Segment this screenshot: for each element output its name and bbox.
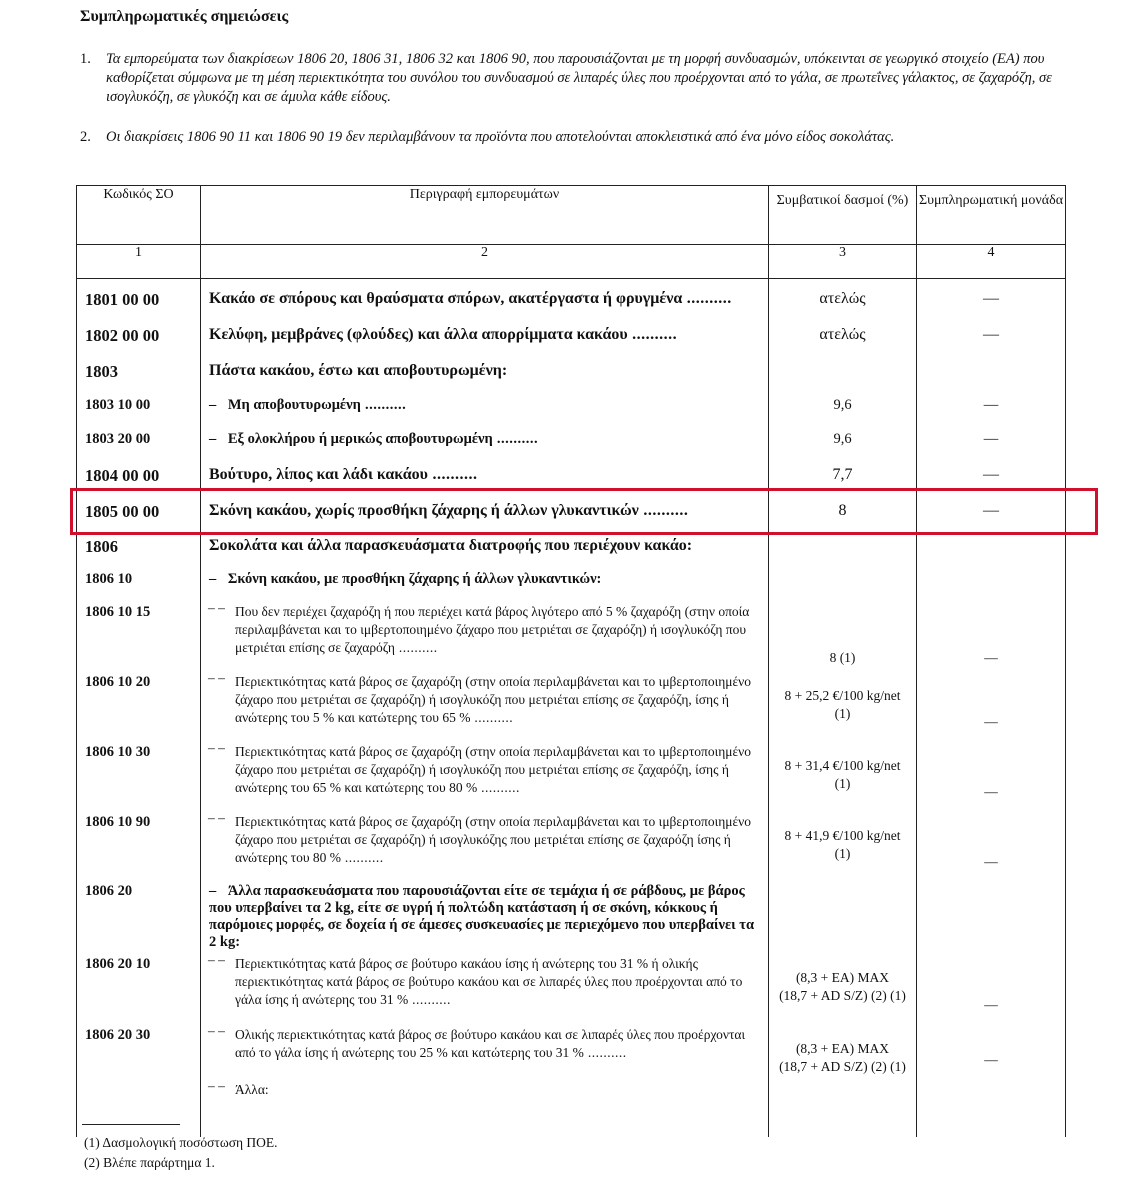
table-row: [77, 456, 1066, 492]
description-text: Εξ ολοκλήρου ή μερικώς αποβουτυρωμένη: [227, 430, 493, 447]
note-number: 1.: [80, 51, 91, 67]
footnote-text: Δασμολογική ποσόστωση ΠΟΕ.: [102, 1135, 278, 1150]
table-row: [77, 279, 1066, 315]
description: [201, 669, 769, 739]
indent-dash: – –: [208, 951, 225, 967]
duty-rate-value: 9,6: [833, 430, 852, 447]
duty-rate: [769, 387, 917, 421]
leader-dots: ..........: [638, 501, 689, 519]
cn-code: 1806 10: [77, 565, 201, 599]
cn-code: 1802 00 00: [77, 315, 201, 351]
table-row: [77, 387, 1066, 421]
description: [201, 809, 769, 879]
cn-code: 1805 00 00: [77, 492, 201, 529]
duty-rate: [769, 669, 917, 739]
description-text: Κακάο σε σπόρους και θραύσματα σπόρων, ακατέργαστα ή φρυγμένα: [209, 290, 683, 307]
table-row: [77, 669, 1066, 739]
cn-code: 1806 10 15: [77, 599, 201, 669]
cn-code: 1806: [77, 529, 201, 565]
supplementary-unit: —: [917, 315, 1066, 351]
indent-dash: – –: [208, 599, 225, 615]
indent-dash: – –: [208, 1022, 225, 1038]
supplementary-unit: —: [917, 456, 1066, 492]
column-number-row: [77, 245, 1066, 279]
column-number: 1: [77, 245, 201, 279]
description: [201, 387, 769, 421]
description: [201, 279, 769, 315]
cn-code: 1803 20 00: [77, 421, 201, 456]
footnote-text: Βλέπε παράρτημα 1.: [103, 1155, 215, 1170]
indent-dash: – –: [208, 669, 225, 685]
table-header-row: [77, 186, 1066, 245]
duty-rate: [769, 351, 917, 387]
description-text: Άλλα:: [235, 1081, 269, 1097]
duty-rate: [769, 951, 917, 1022]
supplementary-unit: [917, 879, 1066, 951]
note-2: [80, 128, 1070, 147]
description: [201, 739, 769, 809]
description: [201, 351, 769, 387]
note-number: 2.: [80, 129, 91, 145]
cn-code: 1804 00 00: [77, 456, 201, 492]
duty-rate-value: 7,7: [832, 465, 853, 483]
description-text: Πάστα κακάου, έστω και αποβουτυρωμένη:: [209, 361, 508, 379]
supplementary-unit: —: [917, 599, 1066, 669]
table-row: [77, 315, 1066, 351]
description-text: Μη αποβουτυρωμένη: [227, 396, 361, 413]
supplementary-unit: —: [917, 1022, 1066, 1077]
indent-dash: –: [209, 396, 220, 413]
duty-rate: [769, 1022, 917, 1077]
leader-dots: ..........: [360, 396, 407, 413]
table-row: [77, 879, 1066, 951]
column-number: 3: [769, 245, 917, 279]
cn-code: 1806 10 90: [77, 809, 201, 879]
header-duty-rate: Συμβατικοί δασμοί (%): [769, 186, 917, 245]
duty-rate: [769, 279, 917, 315]
duty-rate-note: (18,7 + AD S/Z) (2) (1): [779, 987, 906, 1003]
leader-dots: ..........: [492, 430, 539, 447]
cn-code: 1803: [77, 351, 201, 387]
cn-code: 1803 10 00: [77, 387, 201, 421]
leader-dots: ..........: [341, 849, 384, 865]
table-row: [77, 565, 1066, 599]
indent-dash: – –: [208, 739, 225, 755]
supplementary-unit: —: [917, 809, 1066, 879]
duty-rate-note: (18,7 + AD S/Z) (2) (1): [779, 1058, 906, 1074]
table-row: [77, 351, 1066, 387]
supplementary-unit: —: [917, 739, 1066, 809]
description: [201, 456, 769, 492]
leader-dots: ..........: [477, 779, 520, 795]
supplementary-unit: —: [917, 951, 1066, 1022]
leader-dots: ..........: [583, 1044, 627, 1060]
tariff-table: [76, 185, 1066, 1137]
duty-rate: [769, 1077, 917, 1137]
column-number: 4: [917, 245, 1066, 279]
table-row: [77, 1022, 1066, 1077]
note-1: [80, 50, 1070, 107]
description-text: Σκόνη κακάου, με προσθήκη ζάχαρης ή άλλων γλυκαντικών:: [227, 570, 602, 587]
description-text: Περιεκτικότητας κατά βάρος σε βούτυρο κακάου ίσης ή ανώτερης του 31 % ή ολικής περιεκτικότητας κατά βάρος σε βούτυρο κακάου και σε λιπαρές ύλες που προέρχονται από το γάλα ίσης ή ανώτερης του 31 %: [235, 955, 743, 1007]
section-title: Συμπληρωματικές σημειώσεις: [80, 8, 289, 25]
supplementary-unit: [917, 351, 1066, 387]
cn-code: [77, 1077, 201, 1137]
footnote-mark: (2): [84, 1155, 100, 1170]
leader-dots: ..........: [682, 290, 732, 307]
duty-rate-value: 8 + 31,4 €/100 kg/net: [784, 757, 901, 773]
duty-rate-value: ατελώς: [819, 325, 866, 343]
description-text: Κελύφη, μεμβράνες (φλούδες) και άλλα απορρίμματα κακάου: [209, 325, 628, 343]
duty-rate-note: (1): [834, 775, 851, 791]
leader-dots: ..........: [470, 709, 514, 725]
table-row: [77, 421, 1066, 456]
description-text: Περιεκτικότητας κατά βάρος σε ζαχαρόζη (στην οποία περιλαμβάνεται και το ιμβερτοποιημένο ζάχαρο που μετριέται σε ζαχαρόζη) ή ισογλυκόζη που μετριέται επίσης σε ζαχαρόζη, ίσης ή ανώτερης του 65 % και κατώτερης του 80 %: [235, 743, 752, 795]
table-row: [77, 739, 1066, 809]
note-text: Τα εμπορεύματα των διακρίσεων 1806 20, 1806 31, 1806 32 και 1806 90, που παρουσιάζονται με τη μορφή συνδυασμών, υπόκεινται σε γεωργικό στοιχείο (ΕΑ) που καθορίζεται σύμφωνα με τη μέση περιεκτικότητα του συνόλου του συνδυασμού σε λιπαρές ύλες που προέρχονται από το γάλα, σε πρωτεΐνες γάλακτος, σε ζαχαρόζη, σε ισογλυκόζη, σε γλυκόζη και σε άμυλα κάθε είδους.: [106, 51, 1052, 105]
indent-dash: – –: [208, 1077, 225, 1093]
duty-rate-value: (8,3 + EA) MAX: [795, 969, 890, 985]
supplementary-unit: —: [917, 492, 1066, 529]
description-text: Ολικής περιεκτικότητας κατά βάρος σε βούτυρο κακάου και σε λιπαρές ύλες που προέρχονται από το γάλα ίσης ή ανώτερης του 25 % και κατώτερης του 31 %: [235, 1026, 746, 1060]
cn-code: 1801 00 00: [77, 279, 201, 315]
leader-dots: ..........: [427, 465, 478, 483]
supplementary-unit: [917, 1077, 1066, 1137]
description-text: Σοκολάτα και άλλα παρασκευάσματα διατροφής που περιέχουν κακάο:: [209, 536, 693, 554]
footnote-1: [84, 1135, 278, 1151]
supplementary-unit: —: [917, 387, 1066, 421]
table-row: [77, 1077, 1066, 1137]
footnote-mark: (1): [84, 1135, 100, 1150]
description-text: Περιεκτικότητας κατά βάρος σε ζαχαρόζη (στην οποία περιλαμβάνεται και το ιμβερτοποιημένο ζάχαρο που μετριέται σε ζαχαρόζη) ή ισογλυκόζης που μετριέται επίσης σε ζαχαρόζη ίσης ή ανώτερης του 80 %: [235, 813, 752, 865]
description: [201, 565, 769, 599]
table-row: [77, 599, 1066, 669]
table-row: [77, 809, 1066, 879]
description: [201, 421, 769, 456]
cn-code: 1806 10 30: [77, 739, 201, 809]
indent-dash: –: [209, 570, 220, 587]
footnote-separator: [82, 1124, 180, 1125]
description-text: Περιεκτικότητας κατά βάρος σε ζαχαρόζη (στην οποία περιλαμβάνεται και το ιμβερτοποιημένο ζάχαρο που μετριέται σε ζαχαρόζη) ή ισογλυκόζη που μετριέται επίσης σε ζαχαρόζη, ίσης ή ανώτερης του 5 % και κατώτερης του 65 %: [235, 673, 752, 725]
duty-rate: [769, 599, 917, 669]
supplementary-unit: —: [917, 279, 1066, 315]
header-description: Περιγραφή εμπορευμάτων: [201, 186, 769, 245]
note-text: Οι διακρίσεις 1806 90 11 και 1806 90 19 δεν περιλαμβάνουν τα προϊόντα που αποτελούνται αποκλειστικά από ένα μόνο είδος σοκολάτας.: [106, 129, 895, 145]
cn-code: 1806 20 30: [77, 1022, 201, 1077]
duty-rate-value: 8 (1): [829, 649, 856, 665]
duty-rate: [769, 879, 917, 951]
duty-rate: [769, 809, 917, 879]
supplementary-unit: —: [917, 669, 1066, 739]
leader-dots: ..........: [627, 325, 678, 343]
duty-rate: [769, 739, 917, 809]
description: [201, 951, 769, 1022]
footnote-2: [84, 1155, 215, 1171]
description: [201, 879, 769, 951]
duty-rate-value: 8 + 25,2 €/100 kg/net: [784, 687, 901, 703]
supplementary-unit: [917, 565, 1066, 599]
description: [201, 599, 769, 669]
header-supplementary-unit: Συμπληρωματική μονάδα: [917, 186, 1066, 245]
duty-rate-note: (1): [834, 705, 851, 721]
duty-rate: [769, 456, 917, 492]
highlight-box: [70, 488, 1098, 535]
duty-rate-value: (8,3 + EA) MAX: [795, 1040, 890, 1056]
cn-code: 1806 20 10: [77, 951, 201, 1022]
description-text: Σκόνη κακάου, χωρίς προσθήκη ζάχαρης ή άλλων γλυκαντικών: [209, 501, 639, 519]
description-text: Άλλα παρασκευάσματα που παρουσιάζονται είτε σε τεμάχια ή σε ράβδους, με βάρος που υπερβαίνει τα 2 kg, είτε σε υγρή ή πολτώδη κατάσταση ή σε σκόνη, κόκκους ή παρόμοιες μορφές, σε δοχεία ή σε άμεσες συσκευασίες με περιεχόμενο που υπερβαίνει τα 2 kg:: [209, 882, 755, 950]
leader-dots: ..........: [408, 991, 451, 1007]
header-cn-code: Κωδικός ΣΟ: [77, 186, 201, 245]
description-text: Βούτυρο, λίπος και λάδι κακάου: [209, 465, 428, 483]
indent-dash: –: [209, 882, 220, 899]
duty-rate-value: 9,6: [833, 396, 852, 413]
table-body: [77, 279, 1066, 1137]
duty-rate: [769, 421, 917, 456]
leader-dots: ..........: [394, 639, 438, 655]
duty-rate: [769, 565, 917, 599]
duty-rate: [769, 315, 917, 351]
duty-rate-value: ατελώς: [819, 290, 866, 307]
indent-dash: –: [209, 430, 220, 447]
supplementary-unit: —: [917, 421, 1066, 456]
column-number: 2: [201, 245, 769, 279]
cn-code: 1806 20: [77, 879, 201, 951]
cn-code: 1806 10 20: [77, 669, 201, 739]
indent-dash: – –: [208, 809, 225, 825]
description: [201, 1077, 769, 1137]
description: [201, 1022, 769, 1077]
duty-rate-value: 8 + 41,9 €/100 kg/net: [784, 827, 901, 843]
duty-rate-value: 8: [838, 501, 847, 519]
description: [201, 315, 769, 351]
table-row: [77, 951, 1066, 1022]
description-text: Που δεν περιέχει ζαχαρόζη ή που περιέχει κατά βάρος λιγότερο από 5 % ζαχαρόζη (στην οποία περιλαμβάνεται και το ιμβερτοποιημένο ζάχαρο που μετριέται σε ζαχαρόζη) ή ισογλυκόζη που μετριέται επίσης σε ζαχαρόζη: [235, 603, 750, 655]
duty-rate-note: (1): [834, 845, 851, 861]
